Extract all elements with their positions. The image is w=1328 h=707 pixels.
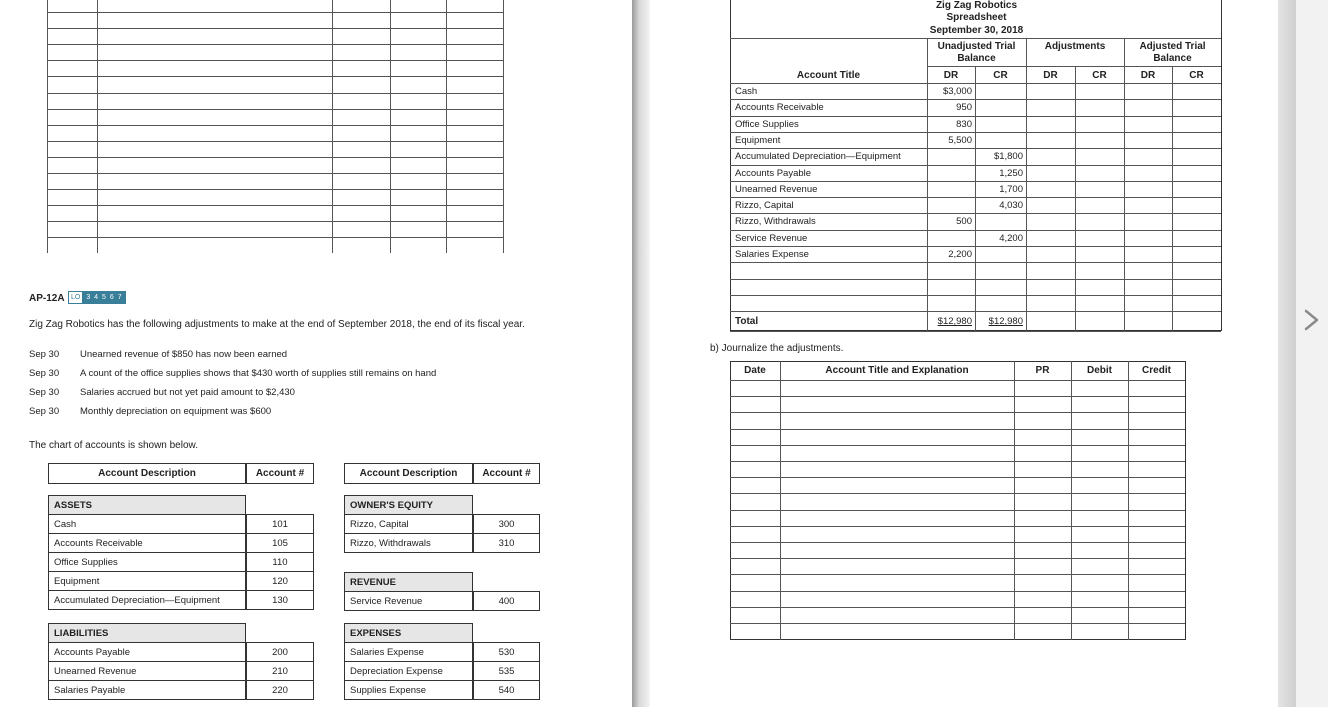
grid-line [47,76,503,77]
adjustment-date: Sep 30 [29,406,60,417]
grid-line [47,12,503,13]
journal-instruction: b) Journalize the adjustments. [710,343,844,354]
problem-intro: Zig Zag Robotics has the following adjustments to make at the end of September 2018, the end of its fiscal year. [29,319,525,330]
grid-line [47,221,503,222]
grid-column-line [446,0,447,253]
sheet-cr-value: 1,250 [999,168,1023,179]
next-page-button[interactable] [1298,304,1326,336]
sheet-dr-value: $3,000 [942,86,972,97]
sheet-row-line [730,262,1221,263]
coa-account-name: Depreciation Expense [350,666,443,677]
sheet-row-line [730,132,1221,133]
grid-line [47,141,503,142]
sheet-total-cr: $12,980 [988,316,1023,327]
sheet-row-line [730,99,1221,100]
sheet-dr-header: DR [1140,70,1156,81]
coa-account-name: Service Revenue [350,596,423,607]
sheet-row-line [730,148,1221,149]
sheet-col-line [1026,38,1027,331]
journal-col-line [1014,361,1015,640]
grid-line [47,125,503,126]
coa-account-number: 130 [272,595,288,606]
coa-account-number: 300 [498,519,515,530]
coa-account-number: 540 [498,685,515,696]
sheet-row-line [730,197,1221,198]
sheet-account-title: Office Supplies [735,119,799,130]
coa-account-name: Office Supplies [54,557,118,568]
coa-account-number: 105 [272,538,288,549]
journal-row-line [730,558,1185,559]
journal-row-line [730,380,1185,381]
journal-row-line [730,445,1185,446]
adjustment-text: Salaries accrued but not yet paid amount to $2,430 [80,387,295,398]
coa-account-name: Rizzo, Capital [350,519,409,530]
coa-group-title: ASSETS [54,500,93,511]
journal-row-line [730,429,1185,430]
coa-account-number: 120 [272,576,288,587]
sheet-total-label: Total [735,316,759,327]
grid-column-line [332,0,333,253]
coa-account-number: 220 [272,685,288,696]
grid-column-line [47,0,48,253]
coa-account-name: Unearned Revenue [54,666,137,677]
sheet-account-title: Unearned Revenue [735,184,818,195]
coa-group-title: OWNER'S EQUITY [350,500,434,511]
coa-account-number: 535 [498,666,515,677]
adjustment-text: A count of the office supplies shows that $430 worth of supplies still remains on hand [80,368,437,379]
next-page-edge [1278,0,1296,707]
journal-row-line [730,526,1185,527]
sheet-cr-value: 4,200 [999,233,1023,244]
sheet-cr-value: 1,700 [999,184,1023,195]
journal-row-line [730,542,1185,543]
sheet-dr-value: 5,500 [948,135,972,146]
coa-account-number: 101 [272,519,288,530]
sheet-account-title: Cash [735,86,758,97]
sheet-row-line [730,116,1221,117]
sheet-account-title: Salaries Expense [735,249,809,260]
coa-account-name: Salaries Expense [350,647,424,658]
coa-header-desc: Account Description [98,468,196,479]
journal-credit-header: Credit [1142,365,1171,376]
coa-account-name: Rizzo, Withdrawals [350,538,431,549]
sheet-title: Spreadsheet [946,12,1007,23]
grid-column-line [390,0,391,253]
side-panel [1296,0,1328,707]
sheet-account-title: Accounts Payable [735,168,812,179]
sheet-row-line [730,165,1221,166]
journal-row-line [730,461,1185,462]
sheet-dr-value: 500 [956,216,972,227]
sheet-date: September 30, 2018 [929,25,1024,36]
journal-row-line [730,591,1185,592]
page-gutter [632,0,650,707]
grid-line [47,189,503,190]
journal-row-line [730,477,1185,478]
coa-header-num: Account # [482,468,531,479]
coa-row-desc-cell [48,514,246,534]
grid-line [47,205,503,206]
adjustment-text: Monthly depreciation on equipment was $600 [80,406,272,417]
sheet-group-unadjusted: Unadjusted Trial Balance [937,41,1016,64]
journal-border [730,361,1186,640]
coa-account-name: Supplies Expense [350,685,427,696]
sheet-line [730,38,1221,39]
journal-row-line [730,493,1185,494]
sheet-col-line [975,66,976,331]
sheet-account-title: Service Revenue [735,233,808,244]
sheet-account-title: Accumulated Depreciation—Equipment [735,151,901,162]
chevron-right-icon [1298,304,1326,336]
right-page [650,0,1278,707]
left-page [0,0,632,707]
coa-account-name: Salaries Payable [54,685,126,696]
sheet-account-title: Accounts Receivable [735,102,824,113]
adjustment-text: Unearned revenue of $850 has now been earned [80,349,288,360]
grid-line [47,237,503,238]
adjustment-date: Sep 30 [29,349,60,360]
journal-row-line [730,623,1185,624]
journal-row-line [730,574,1185,575]
sheet-dr-value: 950 [956,102,972,113]
journal-date-header: Date [744,365,766,376]
grid-line [47,109,503,110]
grid-line [47,157,503,158]
coa-account-name: Equipment [54,576,100,587]
sheet-account-title: Rizzo, Withdrawals [735,216,816,227]
sheet-account-title: Equipment [735,135,781,146]
sheet-cr-header: CR [1189,70,1204,81]
sheet-total-dr: $12,980 [937,316,972,327]
sheet-cr-header: CR [1092,70,1107,81]
journal-title-header: Account Title and Explanation [825,365,969,376]
journal-pr-header: PR [1035,365,1050,376]
sheet-col-line [927,38,928,331]
sheet-col-line [1172,66,1173,331]
sheet-row-line [730,311,1221,312]
journal-col-line [1128,361,1129,640]
sheet-dr-header: DR [943,70,959,81]
sheet-line [927,66,1221,67]
lo-label: LO [68,291,83,304]
sheet-row-line [730,230,1221,231]
adjustment-date: Sep 30 [29,368,60,379]
sheet-cr-value: $1,800 [993,151,1023,162]
chart-intro: The chart of accounts is shown below. [29,440,198,451]
grid-line [47,28,503,29]
sheet-cr-value: 4,030 [999,200,1023,211]
learning-objectives-badge [68,291,126,304]
lo-numbers: 3 4 5 6 7 [83,291,125,304]
sheet-group-adjusted: Adjusted Trial Balance [1139,41,1206,64]
sheet-row-line [730,181,1221,182]
sheet-col-line [1075,66,1076,331]
journal-col-line [1071,361,1072,640]
coa-account-number: 110 [272,557,288,568]
coa-account-number: 200 [272,647,288,658]
coa-account-name: Cash [54,519,77,530]
coa-account-name: Accounts Payable [54,647,131,658]
sheet-account-title: Rizzo, Capital [735,200,794,211]
coa-account-number: 310 [498,538,515,549]
coa-group-title: REVENUE [350,577,396,588]
coa-account-name: Accounts Receivable [54,538,143,549]
sheet-row-line [730,246,1221,247]
sheet-dr-value: 830 [956,119,972,130]
grid-column-line [503,0,504,253]
sheet-row-line [730,295,1221,296]
adjustment-date: Sep 30 [29,387,60,398]
journal-row-line [730,396,1185,397]
grid-column-line [97,0,98,253]
coa-account-number: 400 [498,596,515,607]
coa-account-number: 210 [272,666,288,677]
sheet-account-title-header: Account Title [796,70,861,81]
coa-account-number: 530 [498,647,515,658]
sheet-row-line [730,279,1221,280]
sheet-company: Zig Zag Robotics [935,0,1018,11]
sheet-group-adjustments: Adjustments [1044,41,1106,52]
sheet-row-line [730,213,1221,214]
coa-header-desc: Account Description [359,468,458,479]
coa-group-title: EXPENSES [350,628,402,639]
grid-line [47,173,503,174]
journal-col-line [780,361,781,640]
sheet-col-line [1124,38,1125,331]
grid-line [47,44,503,45]
journal-row-line [730,510,1185,511]
grid-line [47,60,503,61]
problem-code: AP-12A [29,293,65,304]
sheet-line [730,331,1221,332]
journal-debit-header: Debit [1087,365,1112,376]
coa-account-name: Accumulated Depreciation—Equipment [54,595,220,606]
coa-header-num: Account # [255,468,305,479]
coa-group-title: LIABILITIES [54,628,109,639]
journal-row-line [730,607,1185,608]
sheet-dr-header: DR [1043,70,1058,81]
sheet-cr-header: CR [993,70,1008,81]
sheet-dr-value: 2,200 [948,249,972,260]
journal-row-line [730,412,1185,413]
grid-line [47,93,503,94]
